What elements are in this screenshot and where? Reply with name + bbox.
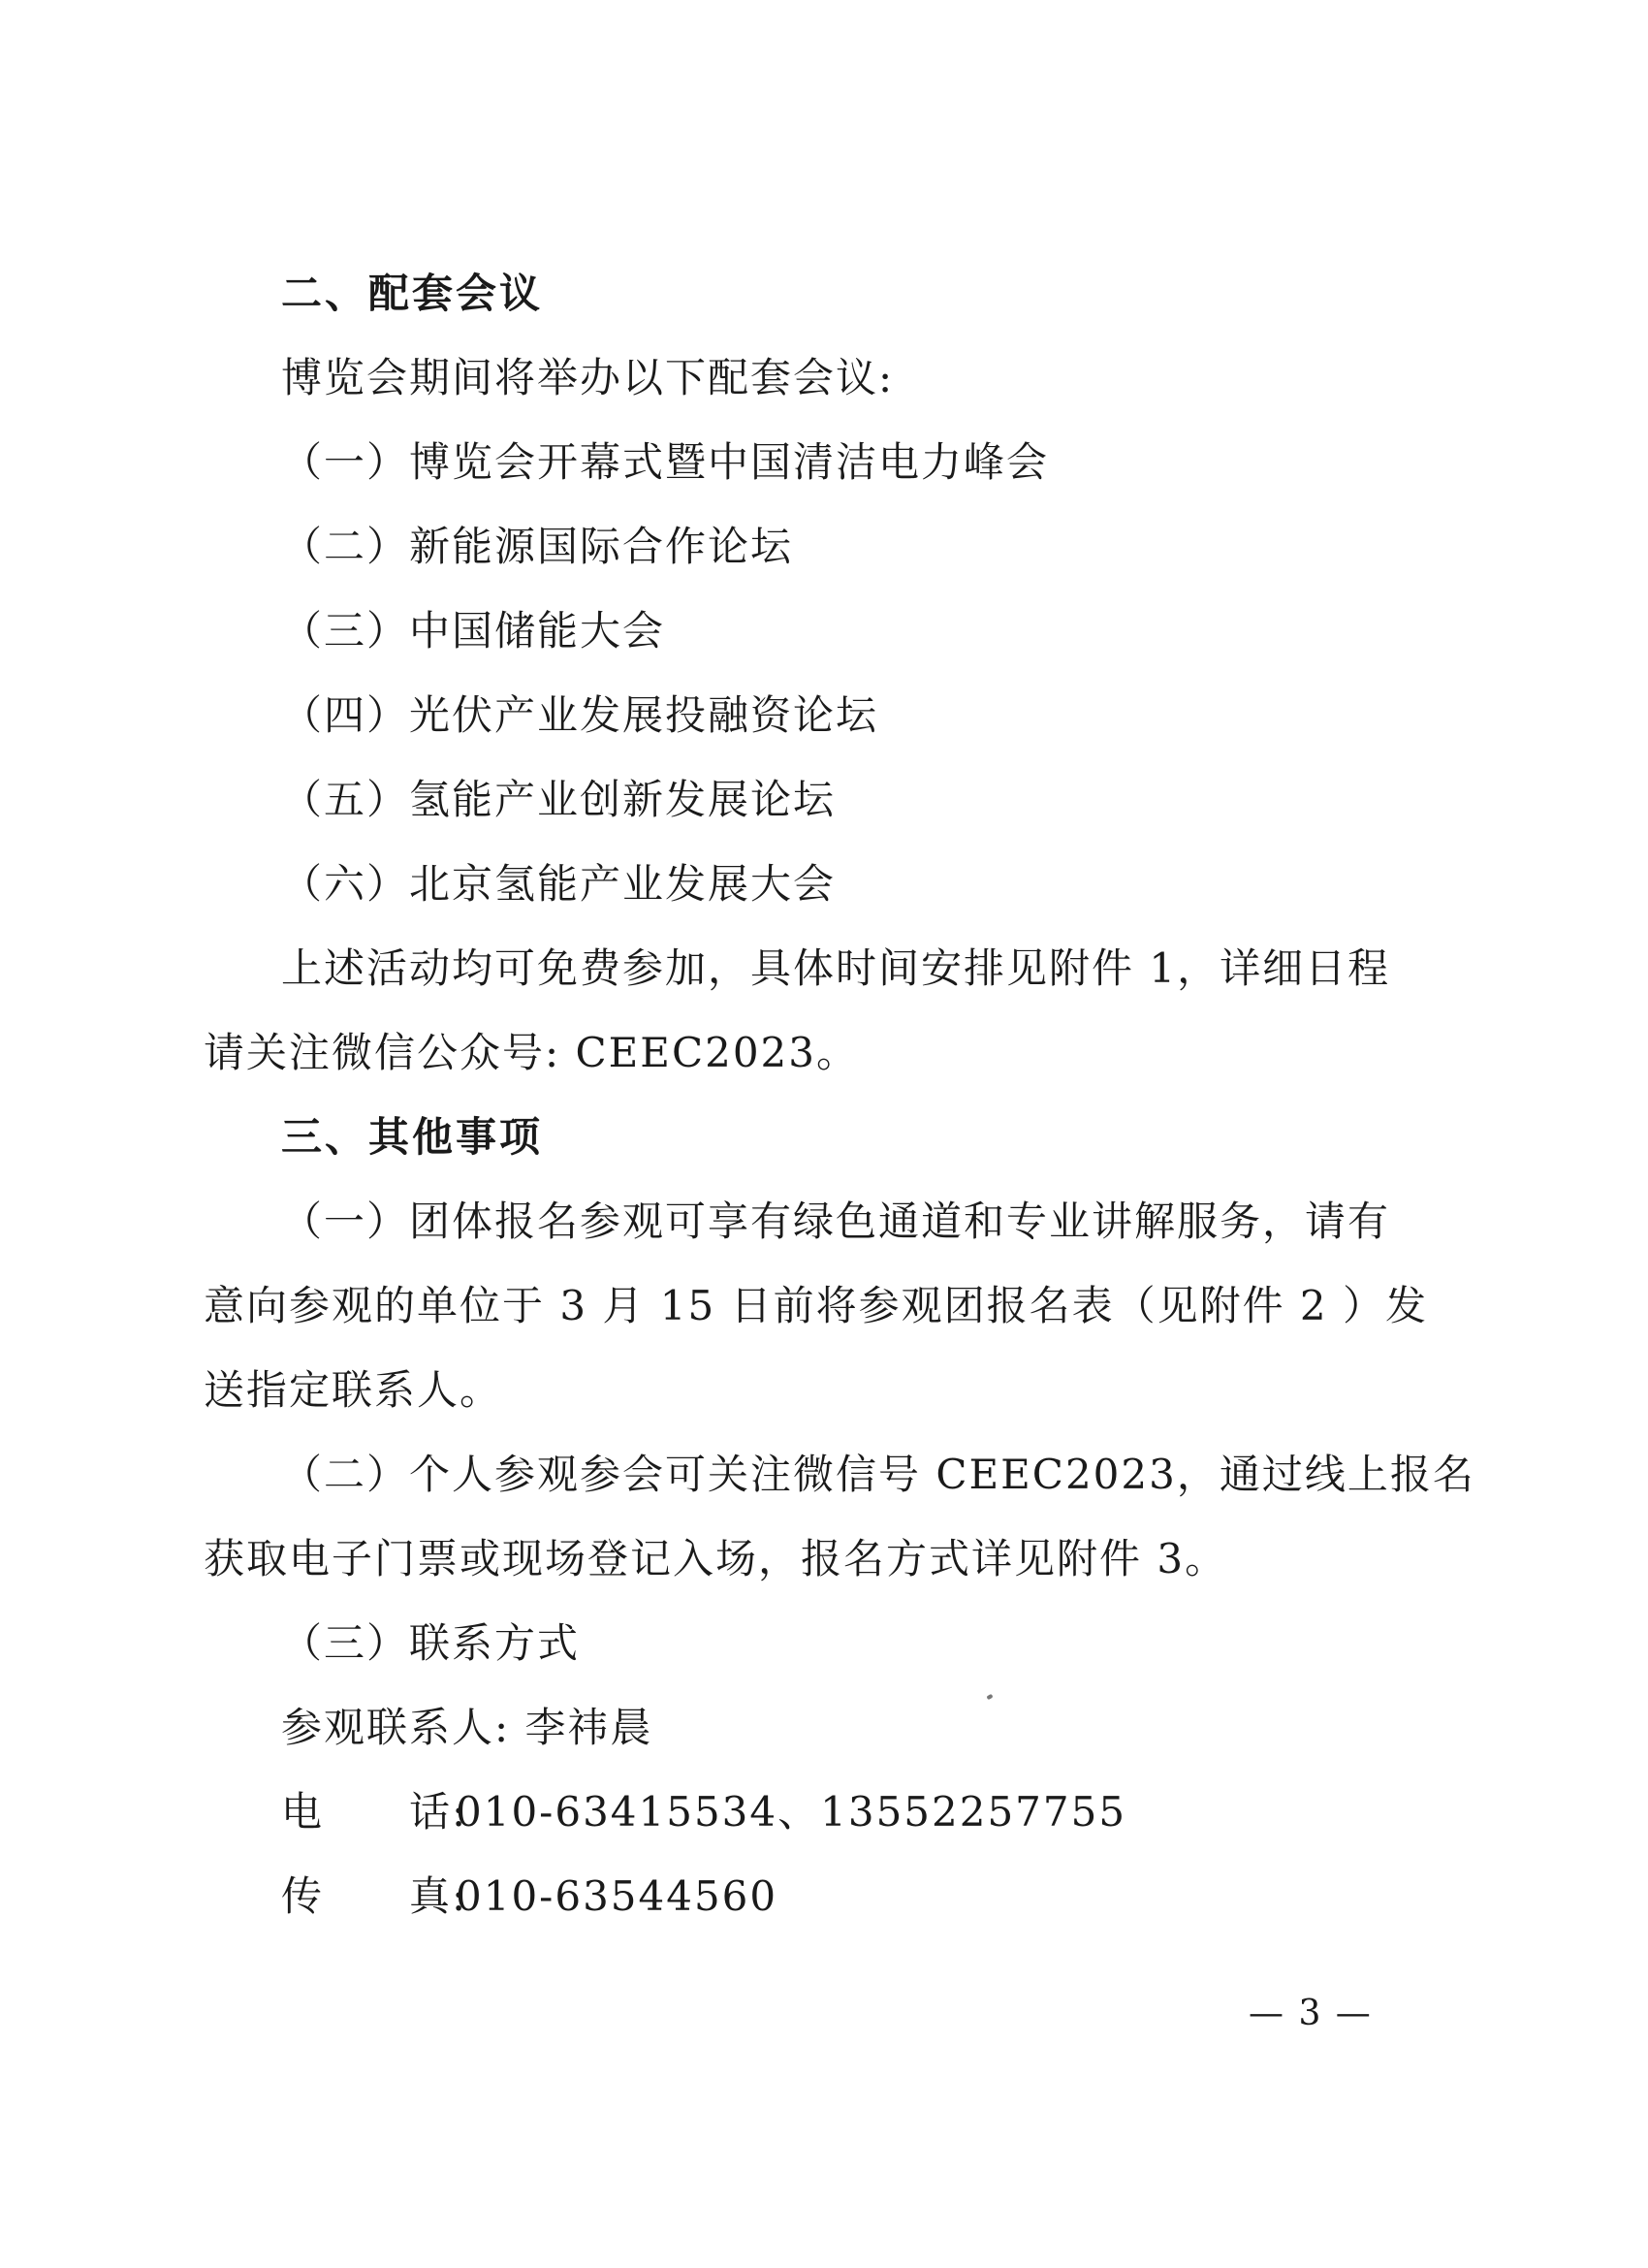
section-2-intro: 博览会期间将举办以下配套会议: [281,354,895,401]
fax-label: 传 真: [281,1872,468,1920]
meeting-item-2: （二）新能源国际合作论坛 [281,523,794,570]
phone-row [281,1783,1483,1841]
phone-value: 010-63415534、13552257755 [456,1788,1127,1836]
free-attendance-note-line-2: 请关注微信公众号: CEEC2023。 [204,1029,859,1076]
section-3-heading: 三、其他事项 [281,1113,544,1161]
section-2-heading: 二、配套会议 [281,270,544,317]
fax-value: 010-63544560 [456,1872,778,1920]
group-visit-line-2: 意向参观的单位于 3 月 15 日前将参观团报名表（见附件 2 ）发 [204,1282,1428,1329]
individual-visit-line-2: 获取电子门票或现场登记入场，报名方式详见附件 3。 [204,1535,1228,1582]
meeting-item-4: （四）光伏产业发展投融资论坛 [281,691,879,739]
free-attendance-note-line-1: 上述活动均可免费参加，具体时间安排见附件 1，详细日程 [281,944,1391,992]
meeting-item-6: （六）北京氢能产业发展大会 [281,860,837,908]
group-visit-line-1: （一）团体报名参观可享有绿色通道和专业讲解服务，请有 [281,1198,1391,1245]
fax-row [281,1868,1483,1926]
group-visit-line-3: 送指定联系人。 [204,1366,503,1414]
meeting-item-5: （五）氢能产业创新发展论坛 [281,776,837,823]
individual-visit-line-1: （二）个人参观参会可关注微信号 CEEC2023，通过线上报名 [281,1451,1475,1498]
phone-label: 电 话: [281,1788,468,1836]
contact-methods-title: （三）联系方式 [281,1619,581,1667]
contact-person: 参观联系人: 李祎晨 [281,1704,653,1751]
meeting-item-1: （一）博览会开幕式暨中国清洁电力峰会 [281,438,1050,486]
page-number: — 3 — [1249,1994,1373,2033]
meeting-item-3: （三）中国储能大会 [281,607,666,655]
